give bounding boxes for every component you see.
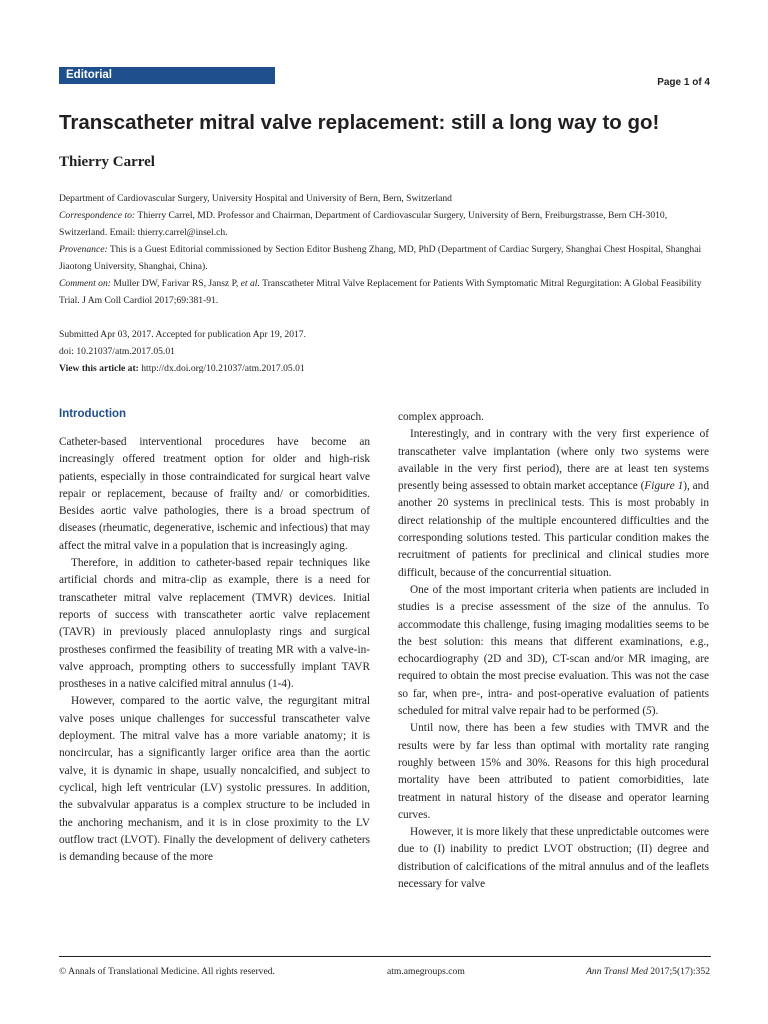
paragraph: Until now, there has been a few studies with TMVR and the results were by far less than optimal with mortality rate ranging roughly between 15% and 30%. Reasons for this high procedural mortality have been attributed to patient comorbidities, late treatment in natural history of the disease and operator learning curves.: [398, 722, 709, 821]
affiliation-block: [59, 190, 711, 309]
paragraph: [398, 582, 709, 720]
comment-text-2: Transcatheter Mitral Valve Replacement for Patients With Symptomatic Mitral Regurgitation: A Global Feasibility Trial. J Am Coll Cardiol 2017;69:381-91.: [59, 278, 702, 306]
footer-divider: [59, 956, 711, 957]
view-article-url[interactable]: http://dx.doi.org/10.21037/atm.2017.05.01: [138, 363, 305, 374]
view-article-line: [59, 360, 305, 377]
comment-text-1: Muller DW, Farivar RS, Jansz P,: [110, 278, 241, 289]
doi: doi: 10.21037/atm.2017.05.01: [59, 346, 175, 357]
paragraph-text: ), and another 20 systems in preclinical tests. This is most probably in direct relationship of the multiple encountered difficulties and the corresponding solutions tested. This particular condition makes the recruitment of patients for preclinical and clinical studies more difficult, because of the concurrential situation.: [398, 480, 709, 579]
paragraph-text: Interestingly, and in contrary with the very first experience of transcatheter valve implantation (where only two systems were available in the very first period), there are at least ten systems presently being assessed to obtain market acceptance (: [398, 428, 709, 493]
paragraph: Therefore, in addition to catheter-based repair techniques like artificial chords and mitra-clip as example, there is a need for transcatheter mitral valve replacement (TMVR) devices. Initial reports of success with transcatheter aortic valve replacement (TAVR) in previously placed annuloplasty rings and surgical prostheses confirmed the feasibility of treating MR with a valve-in-valve approach, prompting others to successfully implant TAVR prostheses in a native calcified mitral annulus (1-4).: [59, 557, 370, 691]
paragraph: Catheter-based interventional procedures have become an increasingly offered treatment option for older and high-risk patients, especially in those contraindicated for surgical heart valve repair or replacement, because of frailty and/ or comorbidities. Besides aortic valve pathologies, there is a broad spectrum of diseases (rheumatic, degenerative, ischemic and infectious) that may affect the mitral valve in a population that is increasingly aging.: [59, 436, 370, 552]
correspondence-text: Thierry Carrel, MD. Professor and Chairman, Department of Cardiovascular Surgery, University of Bern, Freiburgstrasse, Bern CH-3010, Switzerland. Email: thierry.carrel@insel.ch.: [59, 210, 668, 238]
section-heading-introduction: Introduction: [59, 408, 127, 420]
section-badge: Editorial: [59, 67, 275, 84]
figure-reference[interactable]: Figure 1: [644, 480, 684, 493]
paragraph: [398, 426, 709, 582]
department: Department of Cardiovascular Surgery, University Hospital and University of Bern, Bern, Switzerland: [59, 193, 452, 204]
provenance-text: This is a Guest Editorial commissioned by Section Editor Busheng Zhang, MD, PhD (Department of Cardiac Surgery, Shanghai Chest Hospital, Shanghai Jiaotong University, Shanghai, China).: [59, 244, 702, 272]
submission-dates: Submitted Apr 03, 2017. Accepted for publication Apr 19, 2017.: [59, 329, 307, 340]
view-article-label: View this article at:: [59, 363, 139, 374]
article-title: Transcatheter mitral valve replacement: still a long way to go!: [59, 111, 660, 134]
page-number: Page 1 of 4: [657, 77, 710, 88]
provenance: [59, 241, 711, 275]
journal-citation: 2017;5(17):352: [647, 966, 710, 977]
citation-reference[interactable]: 5: [646, 705, 652, 718]
paragraph-text: One of the most important criteria when patients are included in studies is a precise assessment of the size of the annulus. To accommodate this challenge, fusing imaging modalities seems to be the best solution: this means that different examinations, e.g., echocardiography (2D and 3D), CT-scan and/or MR imaging, are required to obtain the most precise evaluation. This was not the case so far, when pre-, intra- and post-operative evaluation of patients scheduled for mitral valve repair had to be performed (: [398, 583, 709, 718]
paragraph: complex approach.: [398, 411, 484, 423]
paragraph-text: ).: [651, 705, 659, 718]
comment-on: [59, 275, 711, 309]
paragraph: However, it is more likely that these unpredictable outcomes were due to (I) inability to predict LVOT obstruction; (II) degree and distribution of calcifications of the mitral annulus and of the leaflets necessary for valve: [398, 826, 709, 891]
paragraph: However, compared to the aortic valve, the regurgitant mitral valve poses unique challenges for successful transcatheter valve deployment. The mitral valve has a more variable anatomy; it is noncircular, has a significantly larger orifice area than the aortic valve, it is dynamic in shape, usually noncalcified, and subject to cyclical, high left ventricular (LV) systolic pressures. In addition, the subvalvular apparatus is a complex structure to be included in the anchoring mechanism, and it is in close proximity to the LV outflow tract (LVOT). Finally the development of delivery catheters is demanding because of the more: [59, 695, 370, 864]
footer-copyright: © Annals of Translational Medicine. All rights reserved.: [59, 966, 275, 977]
comment-etal: et al.: [240, 278, 260, 289]
footer-site[interactable]: atm.amegroups.com: [387, 966, 465, 977]
correspondence: [59, 207, 711, 241]
author-name: Thierry Carrel: [59, 154, 155, 170]
correspondence-label: Correspondence to:: [59, 210, 136, 221]
journal-name: Ann Transl Med: [586, 966, 648, 977]
comment-label: Comment on:: [59, 278, 111, 289]
right-column: [398, 409, 709, 893]
provenance-label: Provenance:: [59, 244, 108, 255]
footer-citation: [586, 966, 710, 977]
left-column: [59, 434, 370, 866]
